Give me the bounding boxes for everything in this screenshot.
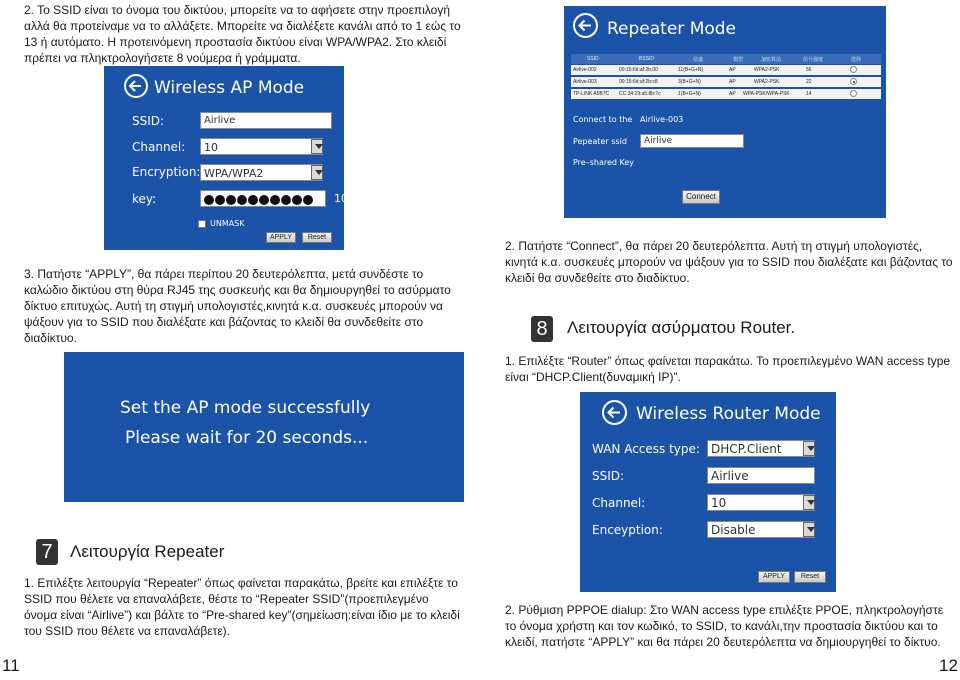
repeater-ssid-label: Pepeater ssid [573,137,627,146]
channel-select[interactable] [200,138,323,155]
select-radio[interactable] [850,78,857,85]
channel-value: 10 [711,496,727,510]
col-channel: 信道 [693,56,704,63]
section-8-number: 8 [531,316,553,342]
col-bssid: BSSID [639,56,655,62]
wan-dropdown-icon[interactable] [803,441,815,456]
left-page-number: 11 [2,656,20,675]
select-radio[interactable] [850,90,857,97]
ap-panel-title: Wireless AP Mode [154,78,305,98]
section-8-text: 1. Επιλέξτε “Router” όπως φαίνεται παρακάτω. Το προεπιλεγμένο WAN access type είναι “DHCP.Client(δυναμική IP)”. [505,354,951,384]
col-signal: 信号强度 [803,56,824,63]
encryption-value: Disable [711,523,756,537]
step2-text: 2. Πατήστε “Connect”, θα πάρει 20 δευτερόλεπτα. Αυτή τη στιγμή υπολογιστές, κινητά κ.α. συσκευές μπορούν να ψάξουν για το SSID που διαλέξατε και βάζοντας το κλειδί θα συνδεθείτε στο διαδίκτυο. [505,239,953,285]
reset-button[interactable]: Reset [794,571,826,583]
key-input[interactable] [200,190,326,207]
unmask-label: UNMASK [210,219,245,228]
router-mode-panel [580,392,836,592]
step2b-text: 2. Ρύθμιση PPPOE dialup: Στο WAN access type επιλέξτε PPOE, πληκτρολογήστε το όνομα χρήστη και τον κωδικό, το SSID, το κανάλι,την προστασία δικτύου και το κλειδί, πατήστε “APPLY” και θα πάρει 20 δευτερόλεπτα να δημιουργηθεί το δίκτυο. [505,603,944,649]
success-line-2: Please wait for 20 seconds... [125,428,369,448]
encryption-dropdown-icon[interactable] [311,165,323,180]
router-panel-title: Wireless Router Mode [636,404,821,424]
channel-value: 10 [204,141,218,154]
encryption-label: Enceyption: [592,523,663,537]
ssid-label: SSID: [592,469,625,483]
repeater-panel-title: Repeater Mode [607,19,737,39]
intro-text: 2. Το SSID είναι το όνομα του δικτύου, μπορείτε να το αφήσετε στην προεπιλογή αλλά θα προτείναμε να το αλλάξετε. Μπορείτε να διαλέξετε κανάλι από το 1 εώς το 13 ή αυτόματο. Η προτεινόμενη προστασία δικτύου είναι WPA/WPA2. Στο κλειδί πρέπει να πληκτρολογήσετε 8 νούμερα ή γράμματα. [24,3,461,65]
back-arrow-icon[interactable] [124,74,148,98]
apply-button[interactable]: APPLY [266,232,296,243]
key-length: 10 [334,192,348,205]
table-row[interactable]: TP-LINK A5B7C CC:34:29:a5:8b:7c 1(B+G+N) AP WPA-PSK/WPA-PSK 14 [571,89,881,99]
channel-dropdown-icon[interactable] [311,139,323,154]
ap-mode-panel [104,66,348,250]
wan-type-value: DHCP.Client [711,442,782,456]
apply-button[interactable]: APPLY [758,571,790,583]
repeater-mode-panel [564,6,886,218]
select-radio[interactable] [850,66,857,73]
wan-type-label: WAN Access type: [592,442,700,456]
table-row[interactable]: Airlive-003 00:15:6d:af:2b:c8 3(B+G+N) AP WPA2-PSK 22 [571,77,881,87]
col-select: 选择 [851,56,862,63]
section-7-title: Λειτουργία Repeater [70,542,225,561]
channel-label: Channel: [592,496,646,510]
wan-type-select[interactable] [707,440,815,457]
col-security: 加密算法 [761,56,782,63]
col-ssid: SSID [587,56,599,62]
key-label: key: [132,192,157,206]
ssid-input[interactable]: Airlive [707,467,815,484]
step3-text: 3. Πατήστε “APPLY”, θα πάρει περίπου 20 δευτερόλεπτα, μετά συνδέστε το καλώδιο δικτύου στη θύρα RJ45 της συσκευής και θα δημιουργηθεί το ασύρματο δίκτυο επιτυχώς. Αυτή τη στιγμή υπολογιστές,κινητά κ.α. συσκευές μπορούν να ψάξουν για το SSID που διαλέξατε και βάζοντας το κλειδί θα συνδεθείτε στο διαδίκτυο. [24,267,451,345]
col-mode: 模型 [733,56,744,63]
table-header [571,54,881,64]
encryption-label: Encryption: [132,165,201,179]
psk-label: Pre–shared Key [573,158,635,167]
repeater-ssid-input[interactable]: Airlive [640,134,744,148]
connect-to-label: Connect to the [573,115,633,124]
encryption-dropdown-icon[interactable] [803,522,815,537]
channel-select[interactable] [707,494,815,511]
encryption-select[interactable] [707,521,815,538]
encryption-select[interactable] [200,164,323,181]
connect-to-value: Airlive-003 [640,115,684,124]
success-banner [64,352,464,502]
success-line-1: Set the AP mode successfully [120,398,371,418]
back-arrow-icon[interactable] [573,13,598,38]
ap-scan-table [571,54,881,100]
back-arrow-icon[interactable] [602,400,627,425]
reset-button[interactable]: Reset [302,232,332,243]
section-7-number: 7 [36,539,58,565]
ssid-label: SSID: [132,114,165,128]
table-row[interactable]: Airlive-002 00:15:6d:af:2b:00 11(B+G+N) AP WPA2-PSK 56 [571,65,881,75]
section-8-title: Λειτουργία ασύρματου Router. [567,318,796,337]
unmask-checkbox[interactable] [198,220,206,228]
connect-button[interactable]: Connect [682,190,720,204]
channel-label: Channel: [132,140,186,154]
section-7-text: 1. Επιλέξτε λειτουργία “Repeater” όπως φαίνεται παρακάτω, βρείτε και επιλέξτε το SSID που θέλετε να επαναλάβετε, θέστε το “Repeater SSID”(προεπιλεγμένο όνομα είναι “Airlive”) και βάλτε το “Pre-shared key”(σημείωση:είναι ίδιο με το κλειδί του SSID που θέλετε να επαναλάβετε). [24,576,460,638]
right-page-number: 12 [939,656,958,675]
encryption-value: WPA/WPA2 [204,167,264,180]
channel-dropdown-icon[interactable] [803,495,815,510]
ssid-input[interactable]: Airlive [200,112,332,129]
